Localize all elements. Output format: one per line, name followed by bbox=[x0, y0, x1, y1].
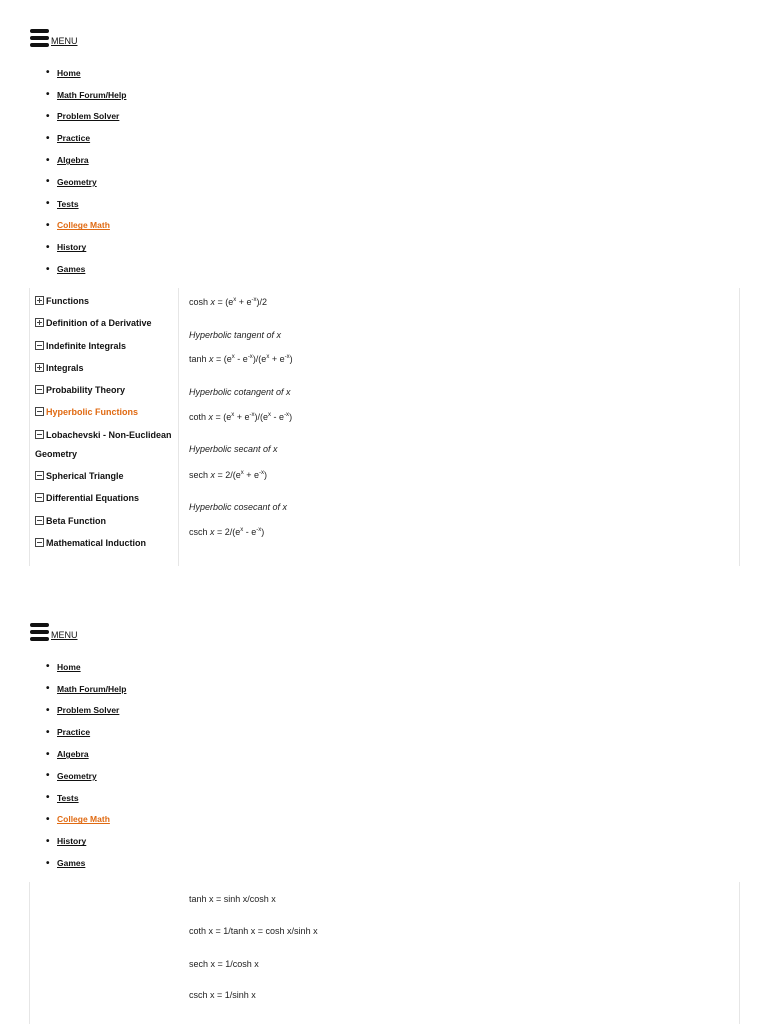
hamburger-icon[interactable] bbox=[30, 28, 49, 47]
nav-item-college-math[interactable]: • College Math bbox=[46, 215, 126, 237]
menu-label[interactable]: MENU bbox=[51, 36, 78, 46]
menu-label[interactable]: MENU bbox=[51, 630, 78, 640]
menu-toggle-2[interactable] bbox=[30, 622, 78, 641]
sidebar-item-derivative[interactable]: Definition of a Derivative bbox=[35, 314, 177, 333]
formula-sech-description: Hyperbolic secant of x bbox=[189, 444, 278, 454]
formula-coth-description: Hyperbolic cotangent of x bbox=[189, 387, 291, 397]
minus-box-icon[interactable] bbox=[35, 493, 44, 502]
nav-item-geometry[interactable]: • Geometry bbox=[46, 765, 126, 787]
sidebar-item-beta-function[interactable]: Beta Function bbox=[35, 512, 177, 531]
sidebar-item-probability[interactable]: Probability Theory bbox=[35, 381, 177, 400]
formula-cosh: $\cosh x = (e^x + e^{-x})/2$ bbox=[189, 297, 268, 307]
formula-sech: sech $x = 2/(e^x + e^{-x})$ bbox=[189, 470, 268, 480]
nav-item-games[interactable]: • Games bbox=[46, 852, 126, 874]
sidebar-item-lobachevski[interactable]: Lobachevski - Non-Euclidean Geometry bbox=[35, 429, 172, 459]
content-border-left bbox=[29, 288, 30, 566]
plus-box-icon[interactable] bbox=[35, 318, 44, 327]
nav-item-math-forum[interactable]: • Math Forum/Help bbox=[46, 678, 126, 700]
formula-csch: csch $x = 2/(e^x - e^{-x})$ bbox=[189, 527, 265, 537]
nav-item-algebra[interactable]: • Algebra bbox=[46, 149, 126, 171]
minus-box-icon[interactable] bbox=[35, 471, 44, 480]
nav-item-math-forum[interactable]: • Math Forum/Help bbox=[46, 84, 126, 106]
nav-item-practice[interactable]: • Practice bbox=[46, 721, 126, 743]
formula-tanh: $\tanh x = (e^x - e^{-x})/(e^x + e^{-x})$ bbox=[189, 354, 293, 364]
content-border-left bbox=[29, 882, 30, 1024]
page-section-2 bbox=[0, 594, 768, 1024]
nav-item-home[interactable]: • Home bbox=[46, 656, 126, 678]
plus-box-icon[interactable] bbox=[35, 363, 44, 372]
identity-tanh: tanh x = sinh x/cosh x bbox=[189, 894, 276, 904]
sidebar-item-induction[interactable]: Mathematical Induction bbox=[35, 534, 177, 553]
identity-csch: csch x = 1/sinh x bbox=[189, 990, 256, 1000]
sidebar-item-hyperbolic[interactable]: Hyperbolic Functions bbox=[35, 403, 177, 422]
sidebar-item-differential-equations[interactable]: Differential Equations bbox=[35, 489, 177, 508]
minus-box-icon[interactable] bbox=[35, 516, 44, 525]
identity-coth: coth x = 1/tanh x = cosh x/sinh x bbox=[189, 926, 318, 936]
sidebar-divider bbox=[178, 288, 179, 566]
main-nav-2 bbox=[46, 656, 126, 874]
nav-item-history[interactable]: • History bbox=[46, 830, 126, 852]
sidebar-item-indefinite-integrals[interactable]: Indefinite Integrals bbox=[35, 337, 177, 356]
menu-toggle[interactable] bbox=[30, 28, 78, 47]
topic-sidebar bbox=[35, 292, 177, 556]
nav-item-tests[interactable]: • Tests bbox=[46, 193, 126, 215]
plus-box-icon[interactable] bbox=[35, 296, 44, 305]
minus-box-icon[interactable] bbox=[35, 341, 44, 350]
minus-box-icon[interactable] bbox=[35, 407, 44, 416]
formula-coth: coth $x = (e^x + e^{-x})/(e^x - e^{-x})$ bbox=[189, 412, 293, 422]
main-nav bbox=[46, 62, 126, 280]
formula-csch-description: Hyperbolic cosecant of x bbox=[189, 502, 288, 512]
content-border-right bbox=[739, 288, 740, 566]
sidebar-item-integrals[interactable]: Integrals bbox=[35, 359, 177, 378]
nav-item-algebra[interactable]: • Algebra bbox=[46, 743, 126, 765]
nav-item-problem-solver[interactable]: • Problem Solver bbox=[46, 700, 126, 722]
identity-sech: sech x = 1/cosh x bbox=[189, 959, 259, 969]
nav-item-geometry[interactable]: • Geometry bbox=[46, 171, 126, 193]
minus-box-icon[interactable] bbox=[35, 385, 44, 394]
minus-box-icon[interactable] bbox=[35, 538, 44, 547]
nav-item-history[interactable]: • History bbox=[46, 236, 126, 258]
nav-item-tests[interactable]: • Tests bbox=[46, 787, 126, 809]
nav-item-games[interactable]: • Games bbox=[46, 258, 126, 280]
sidebar-item-functions[interactable]: Functions bbox=[35, 292, 177, 311]
content-border-right bbox=[739, 882, 740, 1024]
nav-item-problem-solver[interactable]: • Problem Solver bbox=[46, 106, 126, 128]
nav-item-college-math[interactable]: • College Math bbox=[46, 809, 126, 831]
sidebar-item-spherical-triangle[interactable]: Spherical Triangle bbox=[35, 467, 177, 486]
minus-box-icon[interactable] bbox=[35, 430, 44, 439]
nav-item-practice[interactable]: • Practice bbox=[46, 127, 126, 149]
hamburger-icon[interactable] bbox=[30, 622, 49, 641]
formula-tanh-description: Hyperbolic tangent of x bbox=[189, 330, 282, 340]
nav-item-home[interactable]: • Home bbox=[46, 62, 126, 84]
